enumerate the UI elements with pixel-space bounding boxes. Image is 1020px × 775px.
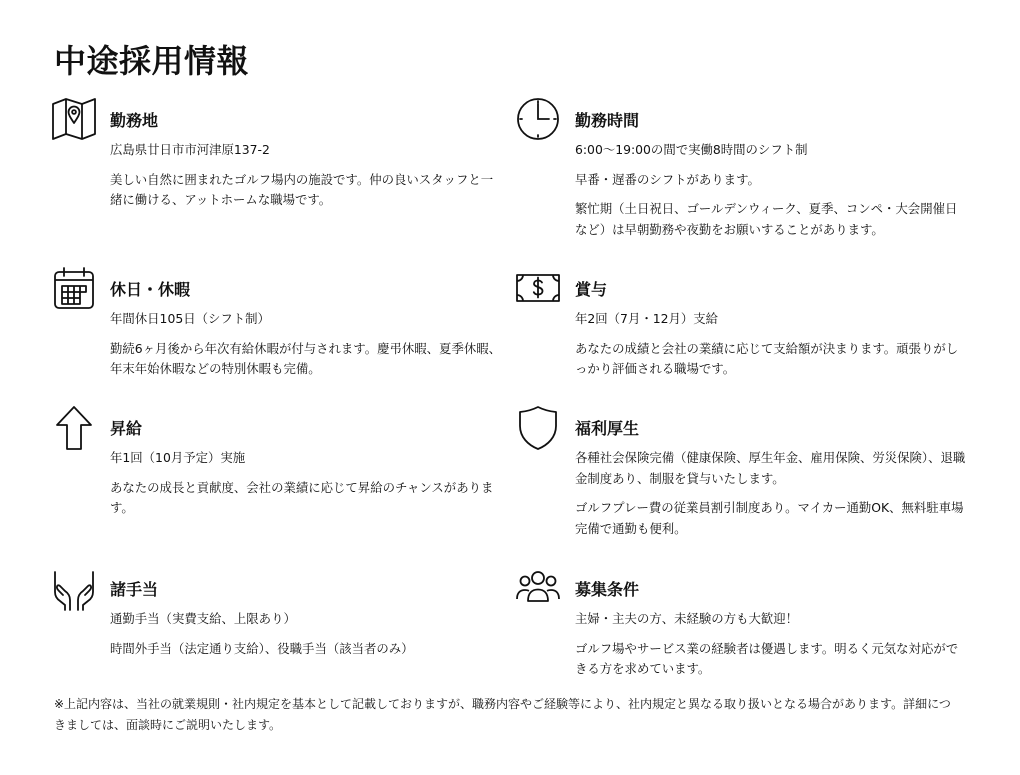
section-text: ゴルフプレー費の従業員割引制度あり。マイカー通勤OK、無料駐車場完備で通勤も便利。 [575, 500, 964, 536]
section-text: ゴルフ場やサービス業の経験者は優遇します。明るく元気な対応ができる方を求めています。 [575, 640, 959, 676]
section-text: 繁忙期（土日祝日、ゴールデンウィーク、夏季、コンペ・大会開催日など）は早朝勤務や夜勤をお願いすることがあります。 [575, 201, 958, 237]
section-heading: 賞与 [575, 280, 608, 299]
clock-icon [515, 96, 561, 142]
money-icon [515, 265, 561, 311]
section-heading: 勤務地 [110, 111, 159, 130]
section-heading: 諸手当 [110, 580, 159, 599]
map-icon [51, 96, 97, 142]
section-text: 主婦・主夫の方、未経験の方も大歓迎！ [575, 611, 799, 626]
section-text: 年間休日105日（シフト制） [110, 311, 270, 326]
section-hours [575, 110, 967, 240]
section-raise [110, 418, 502, 519]
section-text: 通勤手当（実費支給、上限あり） [110, 611, 296, 626]
section-text: 年1回（10月予定）実施 [110, 450, 246, 465]
section-heading: 福利厚生 [575, 419, 640, 438]
section-heading: 休日・休暇 [110, 280, 191, 299]
section-text: 年2回（7月・12月）支給 [575, 311, 719, 326]
section-text: あなたの成長と貢献度、会社の業績に応じて昇給のチャンスがあります。 [110, 479, 494, 515]
section-text: あなたの成績と会社の業績に応じて支給額が決まります。頑張りがしっかり評価される職場です。 [575, 340, 959, 376]
section-allowances [110, 579, 502, 659]
section-heading: 勤務時間 [575, 111, 640, 130]
section-holidays [110, 279, 502, 380]
section-text: 広島県廿日市市河津原137-2 [110, 142, 270, 157]
section-requirements [575, 579, 967, 680]
section-bonus [575, 279, 967, 380]
section-text: 6:00〜19:00の間で実働8時間のシフト制 [575, 142, 808, 157]
section-text: 勤続6ヶ月後から年次有給休暇が付与されます。慶弔休暇、夏季休暇、年末年始休暇などの特別休暇も完備。 [110, 340, 502, 376]
section-heading: 昇給 [110, 419, 143, 438]
section-text: 早番・遅番のシフトがあります。 [575, 171, 760, 187]
footnote: ※上記内容は、当社の就業規則・社内規定を基本として記載しておりますが、職務内容やご経験等により、社内規定と異なる取り扱いとなる場合があります。詳細につきましては、面談時にご説明いたします。 [54, 697, 951, 732]
section-text: 美しい自然に囲まれたゴルフ場内の施設です。仲の良いスタッフと一緒に働ける、アットホームな職場です。 [110, 171, 494, 207]
hands-icon [51, 566, 97, 612]
calendar-icon [51, 265, 97, 311]
arrow-up-icon [51, 405, 97, 451]
people-icon [515, 566, 561, 612]
section-text: 各種社会保険完備（健康保険、厚生年金、雇用保険、労災保険）、退職金制度あり、制服を貸与いたします。 [575, 450, 966, 486]
section-location [110, 110, 502, 211]
shield-icon [515, 405, 561, 451]
section-heading: 募集条件 [575, 580, 640, 599]
section-text: 時間外手当（法定通り支給）、役職手当（該当者のみ） [110, 640, 414, 656]
page-title: 中途採用情報 [54, 42, 250, 80]
section-welfare [575, 418, 967, 539]
